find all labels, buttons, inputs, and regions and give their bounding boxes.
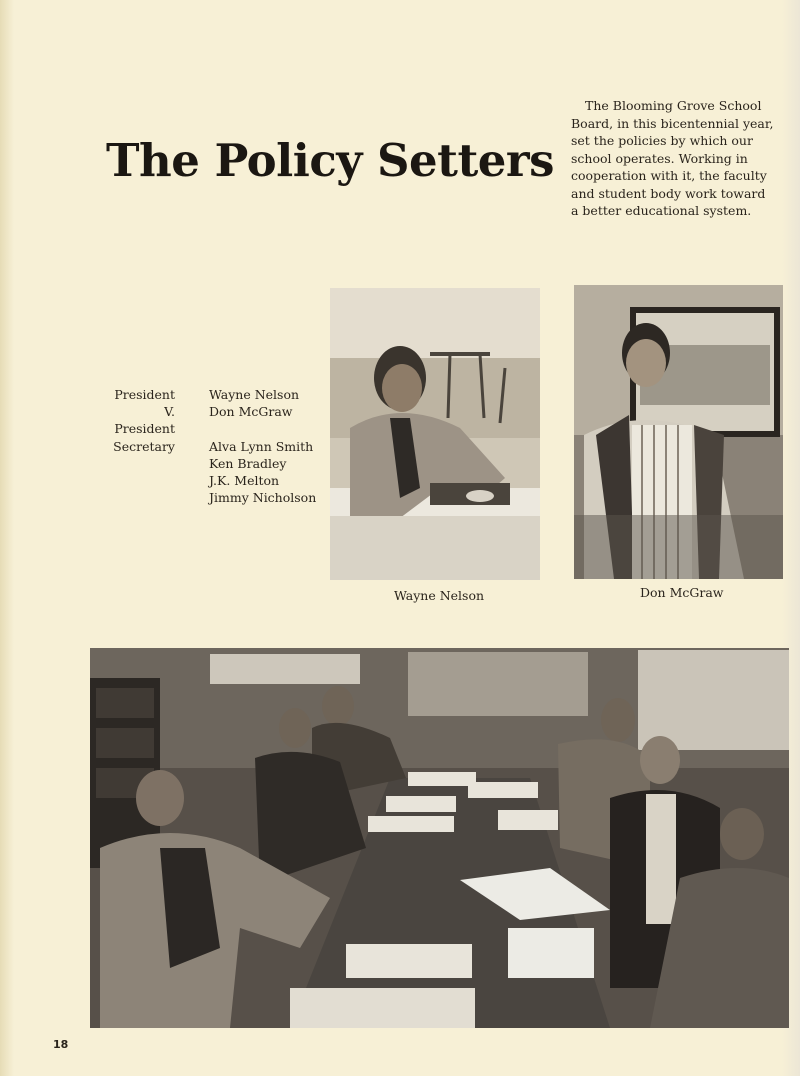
intro-paragraph: The Blooming Grove School Board, in this bicentennial year, set the policies by which our school operates. Working in cooperation with it, the faculty and student body work toward a better educational system. <box>571 98 774 218</box>
photo-wayne-nelson-caption: Wayne Nelson <box>394 588 485 603</box>
officer-row <box>100 438 330 455</box>
officer-list <box>100 386 330 506</box>
photo-wayne-nelson-image <box>330 288 540 580</box>
officer-role: Secretary <box>113 438 175 454</box>
photo-board-meeting <box>90 648 789 1028</box>
page-title: The Policy Setters <box>106 134 554 187</box>
photo-don-mcgraw-image <box>574 285 783 579</box>
officer-row <box>100 403 330 437</box>
officer-name: Don McGraw <box>209 404 293 420</box>
officer-role: President <box>114 387 175 402</box>
page-number: 18 <box>53 1038 69 1051</box>
photo-board-meeting-image <box>90 648 789 1028</box>
officer-row <box>100 455 330 472</box>
officer-name: J.K. Melton <box>209 473 280 489</box>
officer-role <box>100 455 175 472</box>
officer-row <box>100 472 330 489</box>
photo-don-mcgraw-caption: Don McGraw <box>640 585 724 600</box>
page-binding-edge <box>0 0 14 1076</box>
photo-wayne-nelson <box>330 288 540 580</box>
officer-name: Ken Bradley <box>209 455 287 471</box>
officer-role <box>100 472 175 489</box>
photo-don-mcgraw <box>574 285 783 579</box>
officer-role: V. President <box>114 404 175 437</box>
officer-name: Wayne Nelson <box>209 387 300 402</box>
officer-row <box>100 489 330 506</box>
officer-role <box>100 489 175 506</box>
officer-name: Alva Lynn Smith <box>209 438 314 454</box>
officer-name: Jimmy Nicholson <box>209 490 317 506</box>
officer-row <box>100 386 330 403</box>
